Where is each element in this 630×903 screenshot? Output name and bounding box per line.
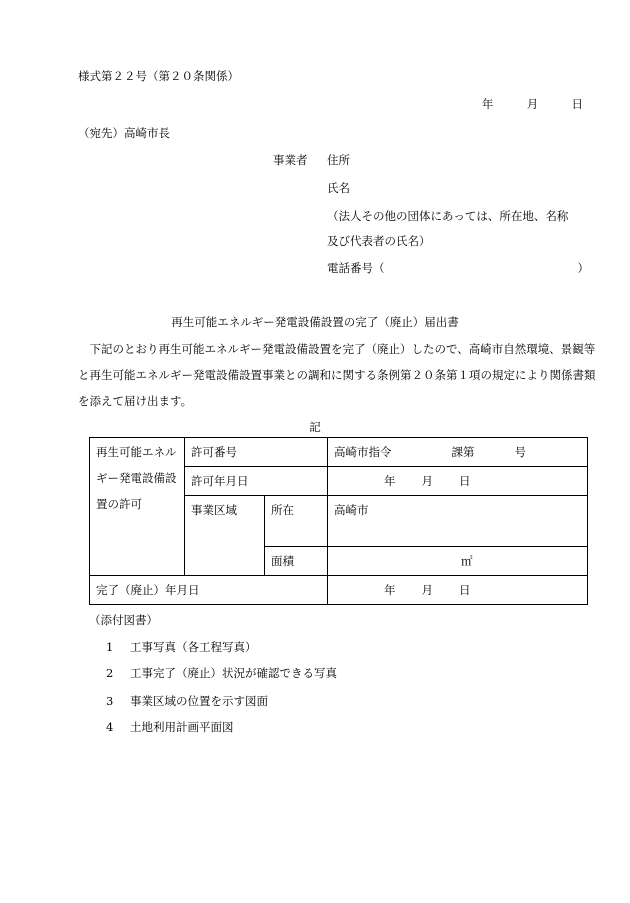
area-label: 事業区域 (185, 496, 265, 576)
form-number: 様式第２２号（第２０条関係） (78, 69, 239, 83)
attachment-text: 工事写真（各工程写真） (130, 640, 257, 654)
date-day: 日 (571, 97, 583, 111)
completion-date-day: 日 (459, 583, 471, 597)
permit-table (89, 437, 588, 605)
permit-date-label: 許可年月日 (185, 467, 328, 496)
attachment-number: 4 (106, 720, 114, 734)
corporate-note-line2: 及び代表者の氏名） (327, 234, 431, 248)
list-item (106, 719, 234, 735)
date-year: 年 (481, 97, 494, 111)
permit-number-value (328, 438, 588, 467)
table-row (90, 438, 588, 467)
permit-number-suffix: 号 (514, 445, 526, 459)
permit-number-mid: 課第 (451, 445, 475, 459)
permit-date-year: 年 (384, 474, 396, 488)
date-month: 月 (526, 97, 539, 111)
permit-date-value (328, 467, 588, 496)
attachment-number: 3 (106, 694, 114, 708)
list-item (106, 693, 268, 709)
date-line (482, 96, 583, 112)
ki-marker: 記 (309, 420, 321, 434)
completion-date-month: 月 (421, 583, 433, 597)
size-unit: ㎡ (461, 554, 473, 568)
attachment-text: 土地利用計画平面図 (130, 720, 234, 734)
corporate-note-line1: （法人その他の団体にあっては、所在地、名称 (327, 209, 569, 223)
phone-label: 電話番号（ (327, 261, 385, 275)
size-value (328, 547, 588, 576)
completion-date-value (328, 576, 588, 605)
list-item (106, 665, 337, 681)
body-paragraph: 下記のとおり再生可能エネルギー発電設備設置を完了（廃止）したので、高崎市自然環境、景観等と再生可能エネルギー発電設備設置事業との調和に関する条例第２０条第１項の規定により関係書類を添えて届け出ます。 (78, 342, 596, 408)
table-row (90, 576, 588, 605)
attachment-number: 2 (106, 666, 114, 680)
permit-date-day: 日 (459, 474, 471, 488)
permit-header-cell: 再生可能エネルギー発電設備設置の許可 (90, 438, 185, 576)
attachment-text: 工事完了（廃止）状況が確認できる写真 (130, 666, 337, 680)
addressee: （宛先）高崎市長 (78, 126, 170, 140)
attachments-title: （添付図書） (89, 613, 158, 627)
document-title: 再生可能エネルギー発電設備設置の完了（廃止）届出書 (171, 315, 459, 329)
address-label: 住所 (327, 153, 350, 167)
attachment-text: 事業区域の位置を示す図面 (130, 694, 268, 708)
location-value: 高崎市 (328, 496, 588, 547)
completion-date-year: 年 (384, 583, 396, 597)
name-label: 氏名 (327, 181, 350, 195)
applicant-label: 事業者 (273, 153, 308, 167)
permit-number-prefix: 高崎市指令 (334, 445, 392, 459)
phone-close-paren: ） (577, 261, 589, 275)
permit-number-label: 許可番号 (185, 438, 328, 467)
completion-date-label: 完了（廃止）年月日 (90, 576, 328, 605)
attachment-number: 1 (106, 640, 114, 654)
phone-field (327, 260, 589, 276)
size-label: 面積 (265, 547, 328, 576)
location-label: 所在 (265, 496, 328, 547)
list-item (106, 639, 257, 655)
permit-date-month: 月 (421, 474, 433, 488)
